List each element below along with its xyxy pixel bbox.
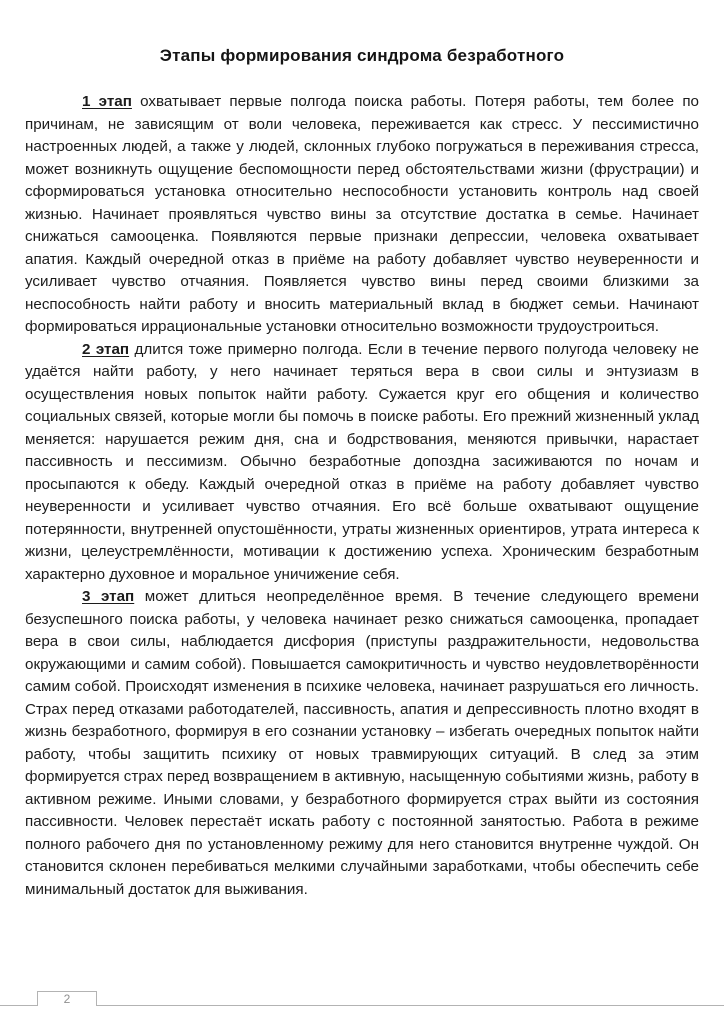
stage-2-text: длится тоже примерно полгода. Если в течение первого полугода человеку не удаётся найти работу, у него начинает теряться вера в свои силы и энтузиазм в осуществления новых попыток найти работу. Сужается круг его общения и количество социальных связей, которые могли бы помочь в поиске работы. Его прежний жизненный уклад меняется: нарушается режим дня, сна и бодрствования, меняются привычки, нарастает пассивность и пессимизм. Обычно безработные допоздна засиживаются по ночам и просыпаются к обеду. Каждый очередной отказ в приёме на работу добавляет чувство неуверенности и усиливает чувство отчаяния. Его всё больше охватывают ощущение потерянности, внутренней опустошённости, утраты жизненных ориентиров, утрата интереса к жизни, целеустремлённости, мотивации к достижению успеха. Хроническим безработным характерно духовное и моральное уничижение себя.	[25, 340, 699, 583]
stage-1-text: охватывает первые полгода поиска работы. Потеря работы, тем более по причинам, не зависящим от воли человека, переживается как стресс. У пессимистично настроенных людей, а также у людей, склонных глубоко погружаться в переживания стресса, может возникнуть ощущение беспомощности перед обстоятельствами жизни (фрустрации) и сформироваться установка относительно неспособности установить контроль над своей жизнью. Начинает проявляться чувство вины за отсутствие достатка в семье. Начинает снижаться самооценка. Появляются первые признаки депрессии, человека охватывает апатия. Каждый очередной отказ в приёме на работу добавляет чувство неуверенности и усиливает чувство отчаяния. Появляется чувство вины перед своими близкими за неспособность найти работу и вносить материальный вклад в бюджет семьи. Начинают формироваться иррациональные установки относительно возможности трудоустроиться.	[25, 93, 699, 335]
paragraph-stage-2	[25, 339, 699, 587]
footer-divider	[0, 1005, 724, 1006]
page-number: 2	[63, 992, 71, 1006]
stage-3-label: 3 этап	[82, 588, 135, 605]
paragraph-stage-1	[25, 91, 699, 339]
page-number-tab	[37, 991, 97, 1006]
stage-1-label: 1 этап	[82, 93, 132, 110]
stage-2-label: 2 этап	[82, 340, 130, 358]
document-body	[25, 91, 699, 901]
page-title: Этапы формирования синдрома безработного	[159, 46, 565, 65]
stage-3-text: может длиться неопределённое время. В течение следующего времени безуспешного поиска работы, у человека начинает резко снижаться самооценка, пропадает вера в свои силы, наблюдается дисфория (приступы раздражительности, недовольства окружающими и самим собой). Повышается самокритичность и чувство неудовлетворённости самим собой. Происходят изменения в психике человека, начинает разрушаться его личность. Страх перед отказами работодателей, пассивность, апатия и депрессивность плотно входят в жизнь безработного, формируя в его сознании установку – избегать очередных попыток найти работу, чтобы защитить психику от новых травмирующих ситуаций. В след за этим формируется страх перед возвращением в активную, насыщенную событиями жизнь, работу в активном режиме. Иными словами, у безработного формируется страх выйти из состояния пассивности. Человек перестаёт искать работу с постоянной занятостью. Работа в режиме полного рабочего дня по установленному режиму для него становится внутренне чуждой. Он становится склонен перебиваться мелкими случайными заработками, чтобы обеспечить себе минимальный достаток для выживания.	[25, 588, 699, 898]
paragraph-stage-3	[25, 586, 699, 901]
